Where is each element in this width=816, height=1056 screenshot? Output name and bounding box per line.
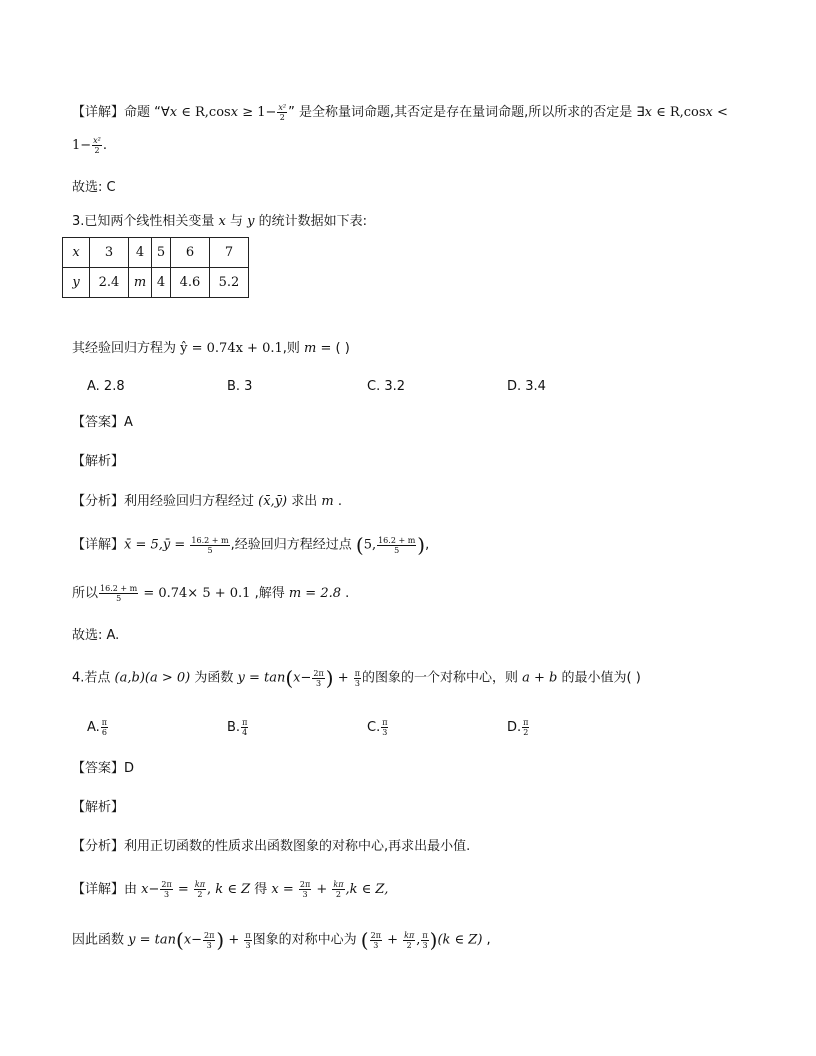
q3-regression-line: 其经验回归方程为 ŷ = 0.74x + 0.1,则 m = ( ) bbox=[72, 341, 350, 356]
table-cell: 3 bbox=[90, 238, 129, 268]
q3-solve: 所以 $\frac{16.2 + m}{5}$ = 0.74× 5 + 0.1 ,解得 m = 2.8 . bbox=[72, 584, 350, 603]
q3-answer-line: 故选: A. bbox=[72, 628, 120, 643]
table-cell: 6 bbox=[171, 238, 210, 268]
q4-fenxi: 【分析】利用正切函数的性质求出函数图象的对称中心,再求出最小值. bbox=[72, 839, 471, 854]
q2-answer-line: 故选: C bbox=[72, 180, 116, 195]
q3-fenxi: 【分析】利用经验回归方程经过 (x̄,ȳ) 求出 m . bbox=[72, 494, 342, 509]
q2-detail-line2: 1− $\frac{\text{x²}}{2}$ . bbox=[72, 136, 108, 155]
q3-option-b: B. 3 bbox=[227, 379, 253, 394]
q4-stem: 4.若点 (a,b)(a > 0) 为函数 y = tan(x− $\frac{2\pi}{3}$ ) + $\frac{\pi}{3}$ 的图象的一个对称中心，则 a + b 的最小值为( ) bbox=[72, 666, 641, 690]
q3-option-a: A. 2.8 bbox=[87, 379, 125, 394]
q3-option-d: D. 3.4 bbox=[507, 379, 546, 394]
table-cell: 5.2 bbox=[210, 268, 249, 298]
table-cell: 4.6 bbox=[171, 268, 210, 298]
q3-stem: 3.已知两个线性相关变量 x 与 y 的统计数据如下表: bbox=[72, 214, 368, 229]
q3-answer: 【答案】A bbox=[72, 415, 133, 430]
table-row bbox=[63, 268, 249, 298]
table-cell: m bbox=[129, 268, 152, 298]
q3-analysis: 【解析】 bbox=[72, 454, 125, 469]
q4-option-b: B. $\frac{\pi}{4}$ bbox=[227, 718, 248, 737]
fraction-pi-over-3: $\frac{\pi}{3}$ bbox=[354, 668, 360, 688]
table-cell: 2.4 bbox=[90, 268, 129, 298]
fraction-2pi-over-3: $\frac{2\pi}{3}$ bbox=[313, 668, 324, 688]
q4-option-c: C. $\frac{\pi}{3}$ bbox=[367, 718, 388, 737]
table-cell: 7 bbox=[210, 238, 249, 268]
fraction-162m-over-5: $\frac{16.2 + m}{5}$ bbox=[100, 584, 138, 603]
q3-option-c: C. 3.2 bbox=[367, 379, 406, 394]
table-cell: x bbox=[63, 238, 90, 268]
q4-answer: 【答案】D bbox=[72, 761, 135, 776]
table-cell: y bbox=[63, 268, 90, 298]
q3-data-table bbox=[62, 237, 249, 298]
fraction-x2-over-2: $\frac{\text{x²}}{2}$ bbox=[93, 136, 101, 155]
table-cell: 4 bbox=[129, 238, 152, 268]
q4-option-a: A. $\frac{\pi}{6}$ bbox=[87, 718, 108, 737]
q4-center: 因此函数 y = tan(x− $\frac{2\pi}{3}$ ) + $\frac{\pi}{3}$ 图象的对称中心为 ( $\frac{2\pi}{3}$ + $\frac{k\pi}{2}$ , $\frac{\pi}{3}$ )(k ∈ Z) , bbox=[72, 928, 491, 952]
table-row bbox=[63, 238, 249, 268]
table-cell: 4 bbox=[152, 268, 171, 298]
table-cell: 5 bbox=[152, 238, 171, 268]
q4-analysis: 【解析】 bbox=[72, 800, 125, 815]
q3-detail: 【详解】x̄ = 5,ȳ = $\frac{16.2 + m}{5}$ ,经验回归方程经过点 (5, $\frac{16.2 + m}{5}$ ), bbox=[72, 533, 430, 557]
fraction-x2-over-2: $\frac{\text{x²}}{2}$ bbox=[278, 103, 287, 122]
q4-option-d: D. $\frac{\pi}{2}$ bbox=[507, 718, 529, 737]
detail-tag: 【详解】 bbox=[72, 105, 125, 120]
fraction-162m-over-5: $\frac{16.2 + m}{5}$ bbox=[191, 535, 229, 555]
fraction-162m-over-5: $\frac{16.2 + m}{5}$ bbox=[378, 535, 416, 555]
q4-detail: 【详解】由 x− $\frac{2\pi}{3}$ = $\frac{k\pi}{2}$ , k ∈ Z 得 x = $\frac{2\pi}{3}$ + $\frac{k\pi}{2}$ ,k ∈ Z, bbox=[72, 880, 389, 899]
q2-detail-line1: 【详解】命题 “∀x ∈ R,cosx ≥ 1− $\frac{\text{x²}}{2}$ ” 是全称量词命题,其否定是存在量词命题,所以所求的否定是 ∃x ∈ R,cosx < bbox=[72, 103, 728, 122]
